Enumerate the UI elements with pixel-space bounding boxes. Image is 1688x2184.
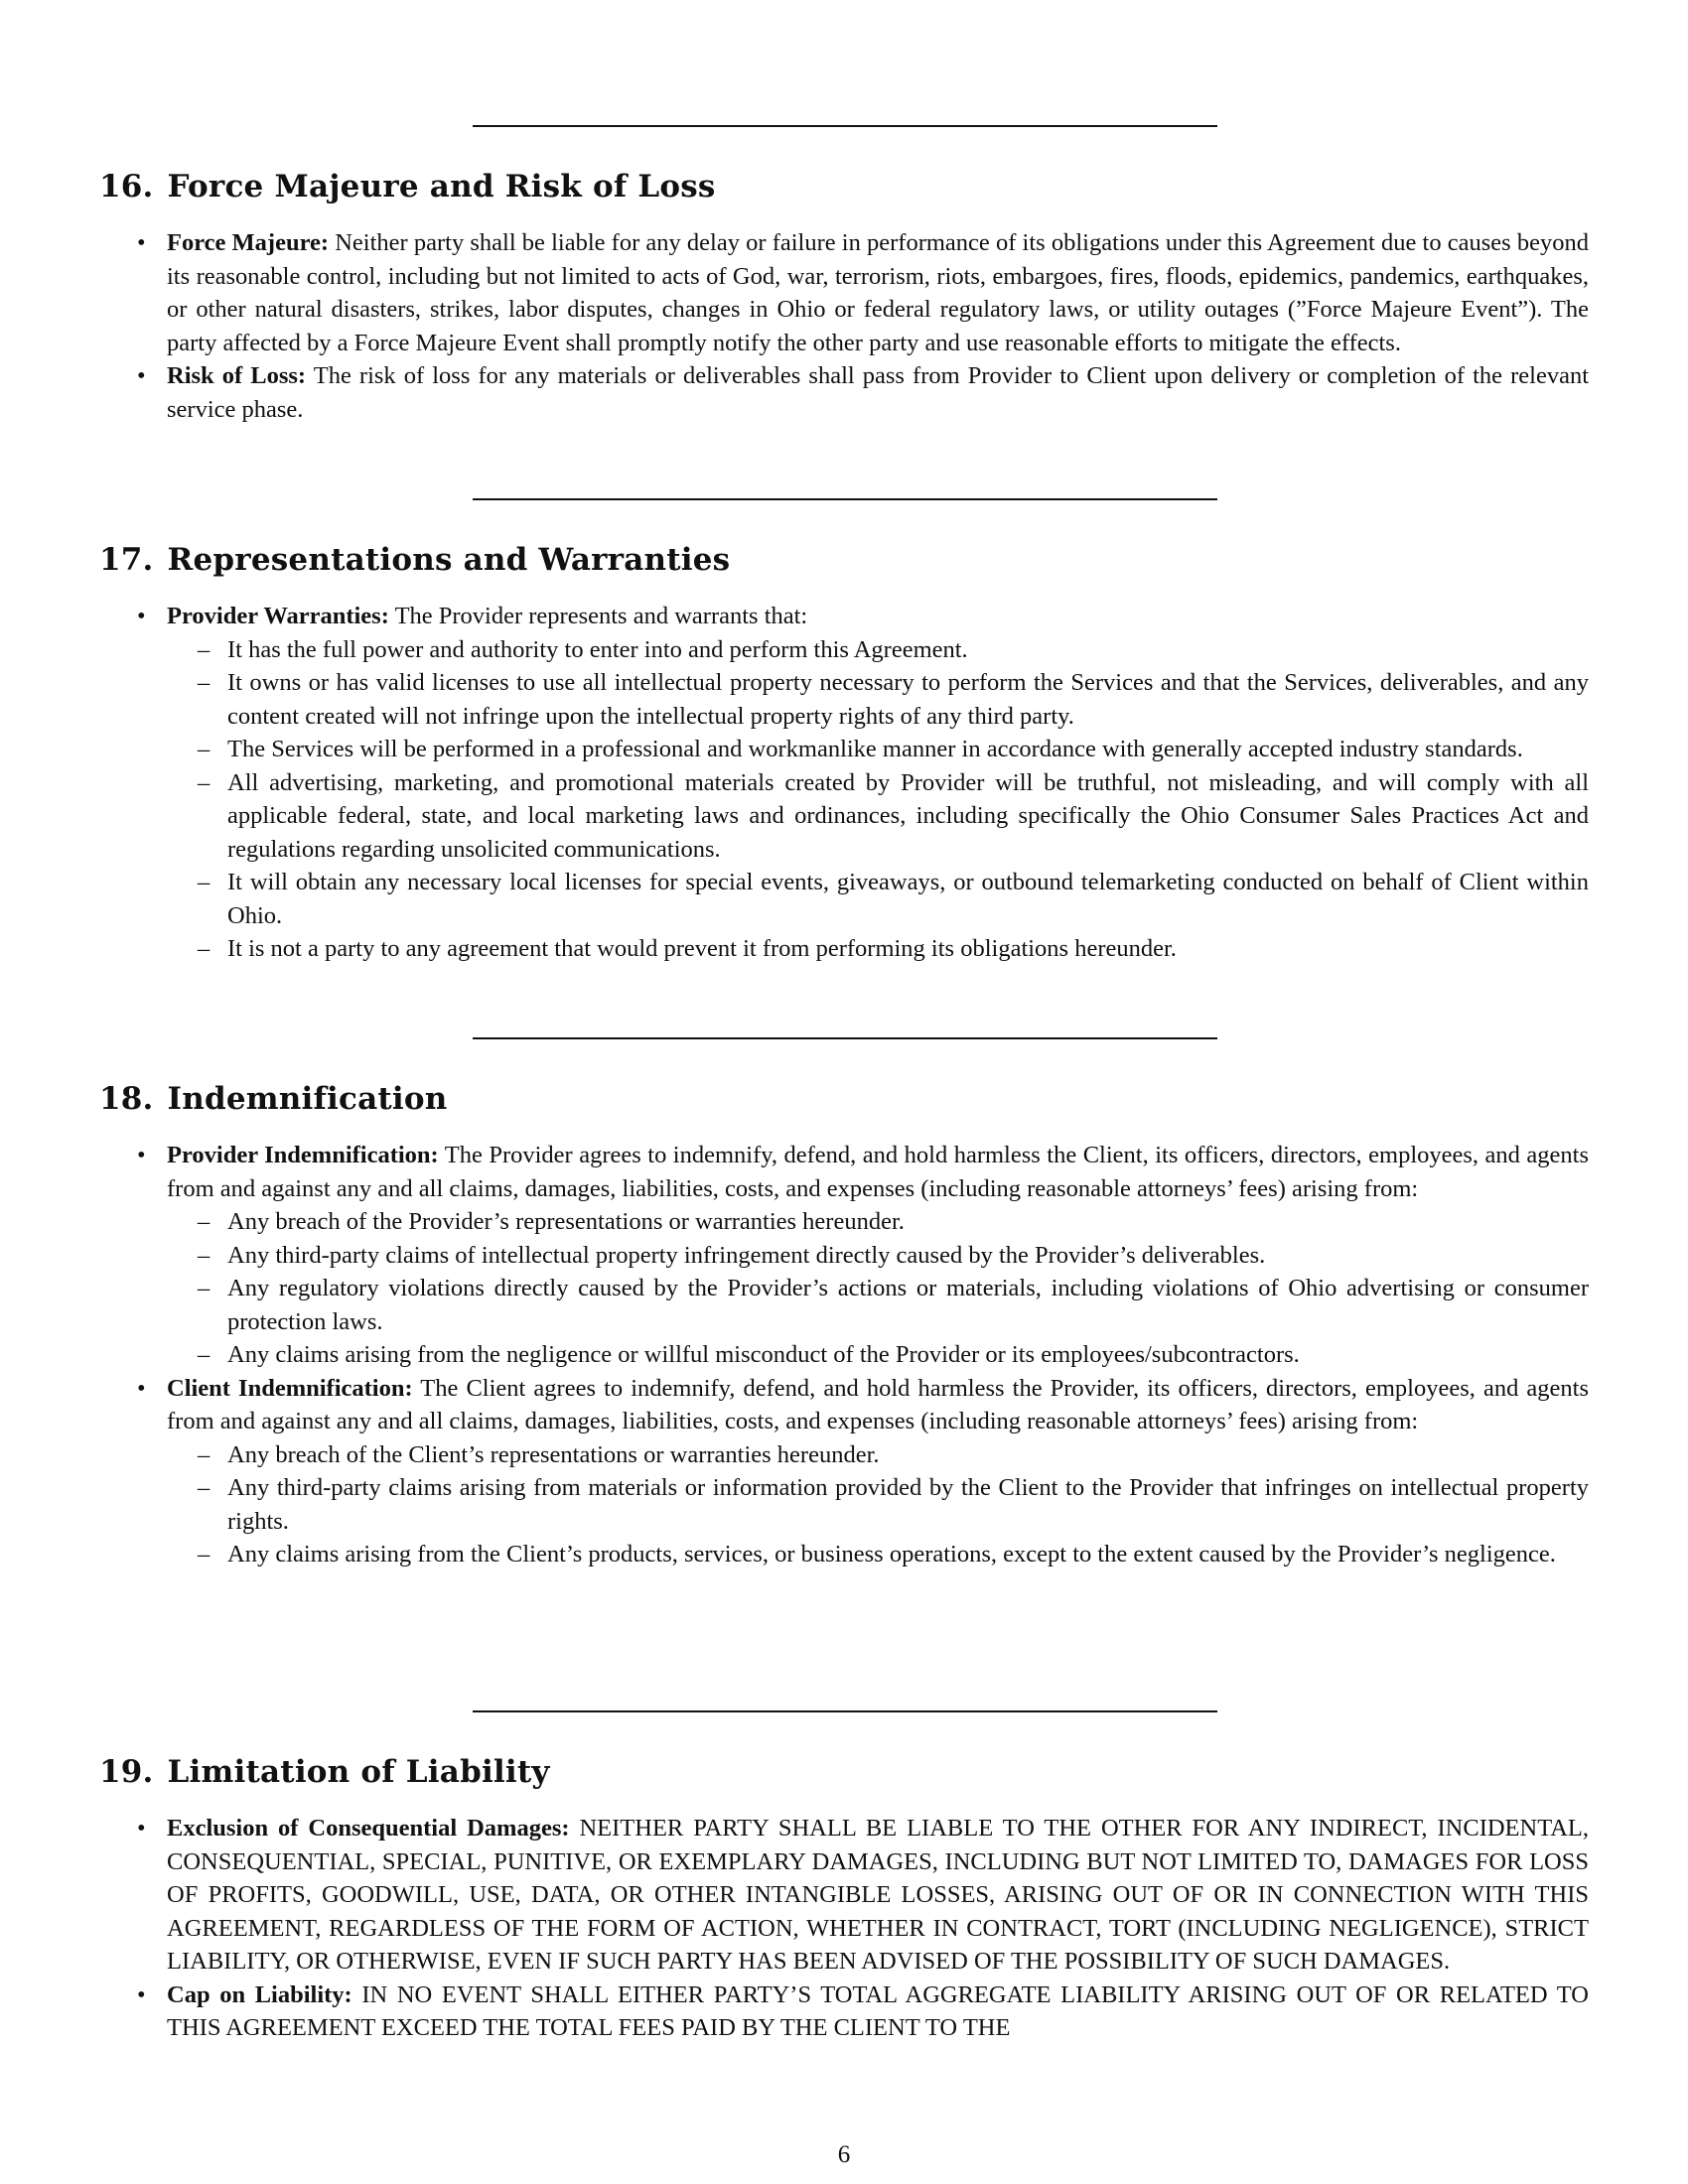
sub-item: – It owns or has valid licenses to use all intellectual property necessary to perform the Services and that the Services, deliverables, and any content created will not infringe upon the intellectual property rights of any third party. [227,666,1589,733]
section-number: 17. [99,542,154,578]
item-text: The Client agrees to indemnify, defend, and hold harmless the Provider, its officers, directors, employees, and agents from and against any and all claims, damages, liabilities, costs, and expenses (including reasonable attorneys’ fees) arising from: [167,1374,1589,1434]
bullet-item-client-indemnification [167,1372,1589,1438]
bullet-item-cap-on-liability [167,1979,1589,2045]
section-number: 16. [99,169,154,205]
bullet-item-force-majeure [167,226,1589,359]
section-divider [473,1710,1217,1712]
item-label: Cap on Liability: [167,1980,352,2008]
item-text: IN NO EVENT SHALL EITHER PARTY’S TOTAL AGGREGATE LIABILITY ARISING OUT OF OR RELATED TO THIS AGREEMENT EXCEED THE TOTAL FEES PAID BY THE CLIENT TO THE [167,1980,1589,2041]
item-text: NEITHER PARTY SHALL BE LIABLE TO THE OTHER FOR ANY INDIRECT, INCIDENTAL, CONSEQUENTIAL, SPECIAL, PUNITIVE, OR EXEMPLARY DAMAGES, INCLUDING BUT NOT LIMITED TO, DAMAGES FOR LOSS OF PROFITS, GOODWILL, USE, DATA, OR OTHER INTANGIBLE LOSSES, ARISING OUT OF OR IN CONNECTION WITH THIS AGREEMENT, REGARDLESS OF THE FORM OF ACTION, WHETHER IN CONTRACT, TORT (INCLUDING NEGLIGENCE), STRICT LIABILITY, OR OTHERWISE, EVEN IF SUCH PARTY HAS BEEN ADVISED OF THE POSSIBILITY OF SUCH DAMAGES. [167,1815,1589,1975]
item-text: The Provider agrees to indemnify, defend, and hold harmless the Client, its officers, directors, employees, and agents from and against any and all claims, damages, liabilities, costs, and expenses (including reasonable attorneys’ fees) arising from: [167,1142,1589,1202]
item-text: The Provider represents and warrants that: [394,603,808,629]
section-heading-19 [99,1754,1589,1790]
sub-item: – All advertising, marketing, and promotional materials created by Provider will be truthful, not misleading, and will comply with all applicable federal, state, and local marketing laws and ordinances, including specifically the Ohio Consumer Sales Practices Act and regulations regarding unsolicited communications. [227,766,1589,867]
section-number: 19. [99,1754,154,1790]
section-body-16 [167,226,1589,426]
sub-item: – The Services will be performed in a professional and workmanlike manner in accordance with generally accepted industry standards. [227,733,1589,766]
section-body-18 [167,1139,1589,1571]
bullet-item-consequential-damages [167,1812,1589,1979]
item-label: Risk of Loss: [167,362,307,389]
sub-item: – It is not a party to any agreement that would prevent it from performing its obligations hereunder. [227,932,1589,966]
sub-item: – Any claims arising from the negligence or willful misconduct of the Provider or its employees/subcontractors. [227,1338,1589,1372]
section-heading-17 [99,542,1589,578]
item-label: Exclusion of Consequential Damages: [167,1815,570,1842]
bullet-item-risk-of-loss [167,359,1589,426]
sub-item: – Any claims arising from the Client’s products, services, or business operations, except to the extent caused by the Provider’s negligence. [227,1538,1589,1571]
sub-item: – Any regulatory violations directly caused by the Provider’s actions or materials, including violations of Ohio advertising or consumer protection laws. [227,1272,1589,1338]
section-body-19 [167,1812,1589,2045]
item-text: The risk of loss for any materials or deliverables shall pass from Provider to Client upon delivery or completion of the relevant service phase. [167,362,1590,423]
section-heading-18 [99,1081,1589,1117]
bullet-item-provider-indemnification [167,1139,1589,1205]
section-title: Force Majeure and Risk of Loss [167,169,716,205]
section-title: Indemnification [167,1081,448,1117]
bullet-item-provider-warranties [167,600,1589,633]
item-label: Client Indemnification: [167,1374,413,1402]
sub-item: – Any breach of the Client’s representations or warranties hereunder. [227,1438,1589,1472]
page-number: 6 [837,2141,851,2168]
sub-item: – Any third-party claims of intellectual property infringement directly caused by the Provider’s deliverables. [227,1239,1589,1273]
section-divider [473,1037,1217,1039]
sub-item: – Any third-party claims arising from materials or information provided by the Client to the Provider that infringes on intellectual property rights. [227,1471,1589,1538]
item-label: Provider Indemnification: [167,1142,439,1168]
section-body-17 [167,600,1589,966]
item-label: Provider Warranties: [167,603,389,629]
section-divider [473,125,1217,127]
section-number: 18. [99,1081,154,1117]
section-title: Representations and Warranties [167,542,731,578]
section-divider [473,498,1217,500]
sub-item: – It will obtain any necessary local licenses for special events, giveaways, or outbound telemarketing conducted on behalf of Client within Ohio. [227,866,1589,932]
sub-item: – Any breach of the Provider’s representations or warranties hereunder. [227,1205,1589,1239]
item-label: Force Majeure: [167,229,330,256]
sub-item: – It has the full power and authority to enter into and perform this Agreement. [227,633,1589,667]
section-title: Limitation of Liability [167,1754,550,1790]
item-text: Neither party shall be liable for any delay or failure in performance of its obligations under this Agreement due to causes beyond its reasonable control, including but not limited to acts of God, war, terrorism, riots, embargoes, fires, floods, epidemics, pandemics, earthquakes, or other natural disasters, strikes, labor disputes, changes in Ohio or federal regulatory laws, or utility outages (”Force Majeure Event”). The party affected by a Force Majeure Event shall promptly notify the other party and use reasonable efforts to mitigate the effects. [167,229,1590,356]
section-heading-16 [99,169,1589,205]
